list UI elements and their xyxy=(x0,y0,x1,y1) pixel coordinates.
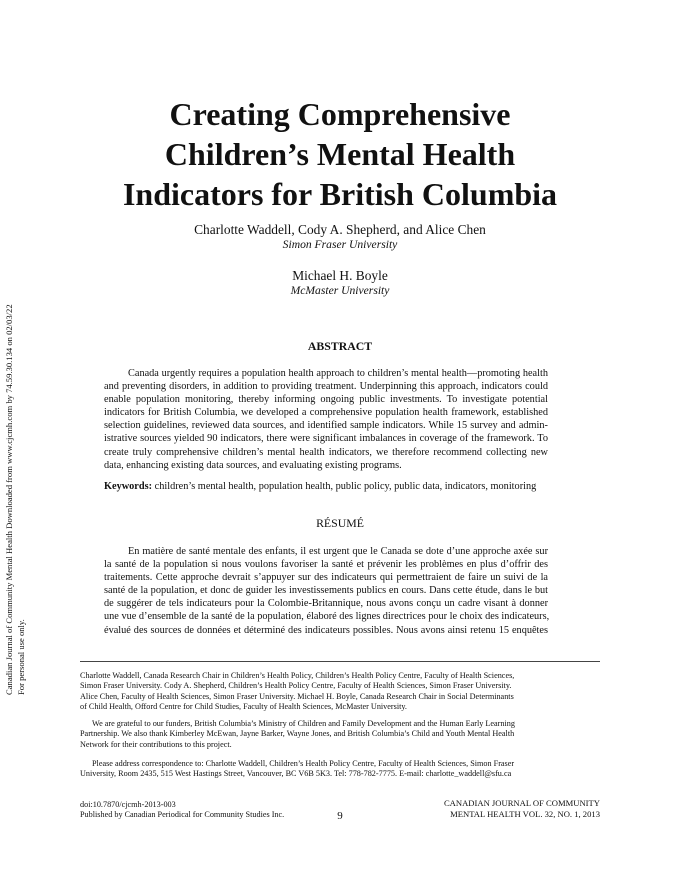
resume-text xyxy=(104,545,548,637)
correspondence-footnote xyxy=(80,759,600,780)
resume-line: En matière de santé mentale des enfants, il est urgent que le Canada se dote d’une approche axée sur xyxy=(128,546,548,557)
footnote-line: University, Room 2435, 515 West Hastings Street, Vancouver, BC V6B 5K3. Tel: 778-782-7775. E-mail: charlotte_waddell@sfu.ca xyxy=(80,769,512,779)
publisher: Published by Canadian Periodical for Community Studies Inc. xyxy=(80,810,285,820)
abstract-heading: ABSTRACT xyxy=(307,339,373,353)
abstract-line: data, enhancing existing data sources, and evaluating existing programs. xyxy=(104,459,402,471)
resume-line: la santé de la population si nous voulons favoriser la santé et prévenir les problèmes en plus d’offrir des xyxy=(104,559,548,571)
abstract-line: create truly comprehensive children’s mental health indicators, we therefore recommend collecting new xyxy=(104,446,548,458)
journal-volume: MENTAL HEALTH VOL. 32, NO. 1, 2013 xyxy=(450,808,600,819)
abstract-line: istrative sources yielded 90 indicators, there were significant imbalances in coverage of the framework. To xyxy=(104,433,548,445)
footnote-line: Simon Fraser University. Cody A. Shepherd, Children’s Health Policy Centre, Faculty of Health Sciences, Simon Fraser University. xyxy=(80,681,512,691)
keywords-label: Keywords: xyxy=(104,481,153,492)
resume-heading: RÉSUMÉ xyxy=(316,516,364,530)
paper-title xyxy=(80,94,600,214)
page-number: 9 xyxy=(337,810,343,822)
footnote-line: of Child Health, Offord Centre for Child Studies, Faculty of Health Sciences, McMaster University. xyxy=(80,701,407,711)
footnote-line: Partnership. We also thank Kimberley McEwan, Jayne Barker, Wayne Jones, and British Columbia’s Child and Youth Mental Health xyxy=(80,729,515,739)
personal-use-notice: For personal use only. xyxy=(15,619,26,695)
footnote-line: Charlotte Waddell, Canada Research Chair in Children’s Health Policy, Children’s Health Policy Centre, Faculty of Health Sciences, xyxy=(80,671,515,680)
acknowledgement-footnote xyxy=(80,719,600,750)
resume-line: de suggérer de tels indicateurs pour la Colombie-Britannique, nous avons conçu un cadre visant à donner xyxy=(104,598,548,610)
author-names: Michael H. Boyle xyxy=(292,268,388,283)
footnote-line: Please address correspondence to: Charlotte Waddell, Children’s Health Policy Centre, Faculty of Health Sciences, Simon Fraser xyxy=(92,759,515,768)
footnote-line: Network for their contributions to this project. xyxy=(80,739,232,749)
resume-line: une vue d’ensemble de la santé de la population, élaboré des lignes directrices pour le choix des indicateurs, xyxy=(104,611,550,623)
author-names: Charlotte Waddell, Cody A. Shepherd, and Alice Chen xyxy=(194,222,486,237)
abstract-line: Canada urgently requires a population health approach to children’s mental health—promoting health xyxy=(128,368,548,379)
download-notice: Canadian Journal of Community Mental Health Downloaded from www.cjcmh.com by 74.59.30.134 on 02/03/22 xyxy=(4,304,14,695)
author-block xyxy=(80,222,600,252)
author-block xyxy=(80,268,600,298)
abstract-line: enable population monitoring, thereby informing ongoing public investments. To investigate potential xyxy=(104,394,548,406)
journal-name: CANADIAN JOURNAL OF COMMUNITY xyxy=(443,798,600,808)
abstract-text xyxy=(104,367,548,472)
author-affiliation: Simon Fraser University xyxy=(282,238,398,251)
author-footnote xyxy=(80,671,600,712)
title-line: Indicators for British Columbia xyxy=(122,176,558,212)
abstract-line: and preventing disorders, in addition to providing treatment. Underpinning this approach, indicators could xyxy=(104,381,548,393)
title-line: Creating Comprehensive xyxy=(169,96,511,132)
resume-line: évalué des sources de données et déterminé des indicateurs possibles. Nous avons ainsi retenu 15 enquêtes xyxy=(104,624,548,636)
title-line: Children’s Mental Health xyxy=(164,136,516,172)
doi-block xyxy=(80,800,284,821)
author-affiliation: McMaster University xyxy=(290,284,390,297)
footnote-line: We are grateful to our funders, British Columbia’s Ministry of Children and Family Development and the Human Early Learning xyxy=(92,719,515,728)
keywords xyxy=(104,481,574,492)
doi: doi:10.7870/cjcmh-2013-003 xyxy=(80,800,176,809)
journal-info xyxy=(444,798,600,820)
download-side-note xyxy=(0,0,30,880)
keywords-list: children’s mental health, population health, public policy, public data, indicators, monitoring xyxy=(154,481,537,492)
abstract-line: indicators for British Columbia, we developed a comprehensive population health framework, established xyxy=(104,407,548,419)
resume-line: traitements. Cette approche devrait s’appuyer sur des indicateurs qui permettraient de faire un suivi de la xyxy=(104,572,548,584)
footnote-divider xyxy=(80,661,600,662)
resume-line: santé de la population, et donc de guider les investissements publics en cours. Dans cette étude, dans le but xyxy=(104,585,548,597)
footnote-line: Alice Chen, Faculty of Health Sciences, Simon Fraser University. Michael H. Boyle, Canada Research Chair in Social Determinants xyxy=(80,691,514,701)
abstract-line: selection guidelines, reviewed data sources, and identified sample indicators. While 15 survey and admin- xyxy=(104,420,548,432)
